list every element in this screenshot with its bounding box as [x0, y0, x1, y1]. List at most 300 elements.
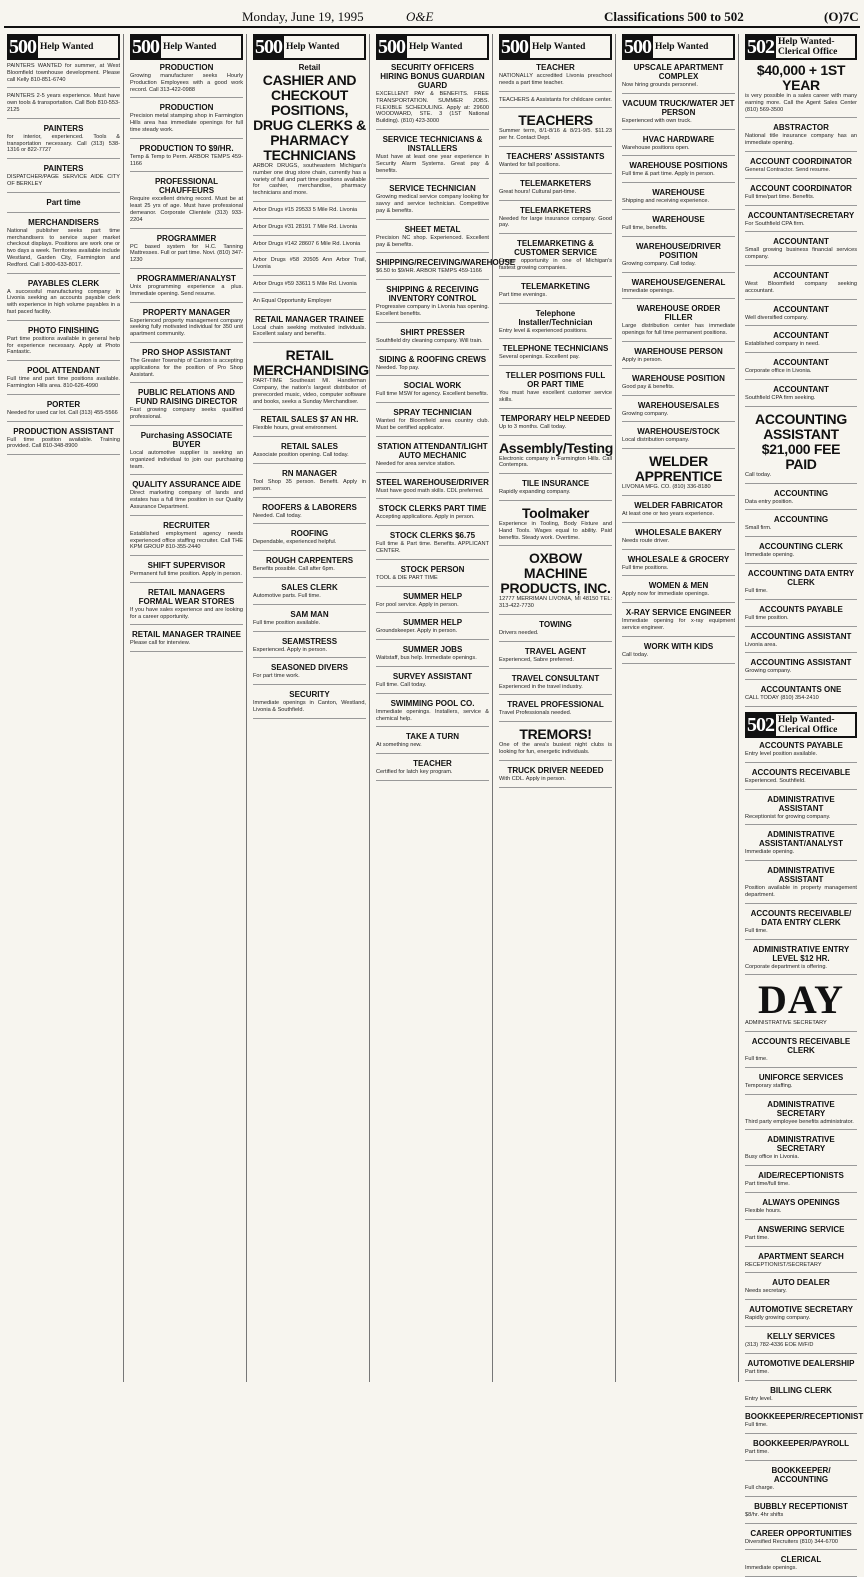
section-header	[7, 34, 120, 60]
classified-ad	[253, 637, 366, 659]
classified-ad	[745, 1466, 857, 1497]
classified-ad	[745, 412, 857, 484]
section-title: Help Wanted	[407, 34, 489, 60]
classified-ad	[499, 206, 612, 235]
ad-heading: TELLER POSITIONS FULL OR PART TIME	[505, 371, 606, 390]
ad-heading: PRODUCTION ASSISTANT	[13, 426, 114, 436]
ad-body: (313) 782-4336 EOE M/F/D	[745, 1342, 814, 1349]
ad-body: Accepting applications. Apply in person.	[376, 514, 475, 521]
ad-heading: ADMINISTRATIVE ENTRY LEVEL $12 HR.	[752, 944, 850, 963]
classified-ad	[745, 866, 857, 904]
classified-ad	[745, 977, 857, 1032]
ad-body: Immediate opening.	[745, 849, 795, 856]
ad-body: Needs secretary.	[745, 1288, 787, 1295]
ad-body: Experience in Tooling, Body Fixture and Hand Tools. Wages equal to ability. Paid benefits. Steady work. Overtime.	[499, 520, 612, 541]
ad-body: At least one or two years experience.	[622, 510, 715, 517]
classified-ad	[130, 63, 243, 98]
ad-heading: PAINTERS	[43, 123, 84, 133]
classified-ad	[253, 347, 369, 410]
ad-heading: WAREHOUSE/STOCK	[637, 427, 720, 437]
ad-body: You must have excellent customer service skills.	[499, 390, 612, 403]
ad-heading: PHOTO FINISHING	[28, 325, 99, 335]
ad-heading: ROOFERS & LABORERS	[262, 502, 357, 512]
classified-ad	[130, 234, 243, 269]
classified-ad	[130, 588, 243, 626]
ad-heading: WAREHOUSE POSITIONS	[629, 161, 728, 171]
classified-ad	[253, 415, 366, 437]
ad-heading: PRO SHOP ASSISTANT	[142, 347, 231, 357]
classified-ad	[130, 348, 243, 383]
ad-body: Travel Professionals needed.	[499, 710, 572, 717]
ad-body: Well diversified company.	[745, 314, 808, 321]
ad-body: Established company in need.	[745, 341, 820, 348]
ad-body: Precision NC shop. Experienced. Excellent pay & benefits.	[376, 234, 489, 248]
ad-heading: KELLY SERVICES	[767, 1332, 835, 1342]
classified-ad	[7, 198, 120, 213]
ad-display-heading: Toolmaker	[521, 504, 590, 521]
classified-ad	[745, 237, 857, 266]
ad-display-heading: ACCOUNTING ASSISTANT $21,000 FEE PAID	[755, 410, 847, 472]
classified-ad	[376, 328, 489, 350]
ad-heading: PAYABLES CLERK	[27, 278, 100, 288]
classified-ad	[745, 1439, 857, 1461]
classified-ad	[745, 632, 857, 654]
classified-ad	[745, 1502, 857, 1524]
ad-body: Full time positions.	[622, 564, 669, 571]
ad-heading: ROOFING	[290, 529, 329, 539]
ad-body: For pool service. Apply in person.	[376, 601, 459, 608]
classified-ad	[376, 258, 516, 280]
classified-ad	[622, 99, 735, 130]
ad-body: Experienced with own truck.	[622, 117, 692, 124]
ad-body: At something new.	[376, 742, 422, 749]
classified-ad	[745, 385, 857, 407]
ad-body: PAINTERS WANTED for summer, at West Bloomfield townhouse development. Please call Kelly 810-851-6740	[7, 63, 120, 83]
ad-body: Immediate openings.	[622, 287, 674, 294]
ad-heading: MERCHANDISERS	[28, 217, 99, 227]
ad-heading: TRUCK DRIVER NEEDED	[507, 765, 604, 775]
ad-heading: WAREHOUSE/GENERAL	[631, 277, 726, 287]
ad-heading: PUBLIC RELATIONS AND FUND RAISING DIRECTOR	[135, 388, 238, 407]
ad-body: $8/hr. 4hr shifts	[745, 1511, 784, 1518]
classified-ad	[499, 674, 612, 696]
classified-ad	[253, 442, 366, 464]
ad-heading: BILLING CLERK	[770, 1385, 832, 1395]
classified-ad	[253, 690, 366, 719]
ad-heading: WAREHOUSE PERSON	[634, 346, 723, 356]
ad-heading: TAKE A TURN	[405, 732, 460, 742]
classified-ad	[130, 431, 243, 475]
classified-ad	[499, 344, 612, 366]
ad-body: Arbor Drugs #142 28607 6 Mile Rd. Livonia	[253, 240, 361, 247]
ad-heading: SOCIAL WORK	[403, 381, 462, 391]
classified-ad	[745, 123, 857, 152]
ad-body: Small firm.	[745, 525, 772, 532]
ad-body: Please call for interview.	[130, 640, 191, 647]
ad-heading: ROUGH CARPENTERS	[265, 556, 354, 566]
section-header	[745, 712, 857, 738]
classified-ad	[745, 1555, 857, 1577]
classified-ad	[622, 304, 735, 342]
classified-ad	[745, 1135, 857, 1166]
ad-body: Entry level position available.	[745, 750, 818, 757]
classified-ad	[253, 63, 366, 202]
ad-heading: SHEET METAL	[404, 224, 461, 234]
ad-body: Needed. Top pay.	[376, 364, 420, 371]
classified-ad	[253, 241, 366, 253]
masthead-classifications: Classifications 500 to 502	[604, 9, 744, 24]
classified-ad	[7, 427, 120, 456]
ad-heading: WAREHOUSE	[652, 214, 705, 224]
classified-ad	[499, 700, 612, 722]
ad-heading: RN MANAGER	[281, 468, 338, 478]
ad-body: Rapidly growing company.	[745, 1315, 811, 1322]
classified-ad	[7, 326, 120, 361]
classified-ad	[376, 63, 489, 130]
ad-body: TOOL & DIE PART TIME	[376, 574, 438, 581]
ad-body: Up to 3 months. Call today.	[499, 423, 567, 430]
ad-heading: PROPERTY MANAGER	[142, 307, 231, 317]
classified-ad	[745, 1359, 857, 1381]
ad-body: General Contractor. Send resume.	[745, 166, 831, 173]
classified-ad	[745, 1252, 857, 1274]
classified-ad	[376, 531, 489, 560]
ad-body: Local distribution company.	[622, 437, 690, 444]
ad-heading: TELEMARKETERS	[519, 205, 592, 215]
classified-ad	[253, 281, 366, 293]
ad-heading: SWIMMING POOL CO.	[390, 698, 475, 708]
ad-body: Flexible hours.	[745, 1208, 782, 1215]
ad-body: Large distribution center has immediate openings for full time permanent positions.	[622, 323, 735, 337]
ad-body: Immediate openings.	[745, 1565, 797, 1572]
classified-ad	[622, 501, 735, 523]
ad-heading: STOCK PERSON	[400, 564, 465, 574]
ad-body: Direct marketing company of lands and estates has a full time position in our Quality Assurance Department.	[130, 490, 243, 510]
ad-heading: SIDING & ROOFING CREWS	[378, 354, 487, 364]
ad-heading: SHIPPING & RECEIVING INVENTORY CONTROL	[386, 285, 479, 304]
classified-ad	[745, 795, 857, 826]
ad-heading: ACCOUNTANT	[773, 304, 829, 314]
ad-heading: ACCOUNTANT	[773, 358, 829, 368]
ad-body: EXCELLENT PAY & BENEFITS. FREE TRANSPORTATION. SUMMER JOBS. FLEXIBLE SCHEDULING. Apply at: 29600 WOODWARD, STE. 3 (1ST National Building). (810) 423-3000	[376, 91, 489, 125]
classified-ad	[745, 184, 857, 206]
ad-body: Unix programming experience a plus. Immediate opening. Send resume.	[130, 283, 243, 297]
section-number: 500	[378, 36, 405, 58]
classified-ad	[499, 727, 612, 761]
classified-ad	[376, 699, 489, 728]
classified-ad	[253, 503, 366, 525]
classified-ad	[745, 515, 857, 537]
ad-heading: TEACHER	[536, 63, 575, 72]
section-title: Help Wanted	[530, 34, 612, 60]
classified-ad	[622, 63, 735, 94]
ad-body: Established employment agency needs experienced office staffing recruiter. Call THE KPM GROUP 810-355-2440	[130, 530, 243, 551]
ad-body: Growing company.	[745, 668, 792, 675]
ad-display-heading: CASHIER AND CHECKOUT POSITIONS, DRUG CLERKS & PHARMACY TECHNICIANS	[253, 72, 366, 163]
classified-ad	[745, 1412, 864, 1434]
ad-heading: AUTOMOTIVE SECRETARY	[749, 1305, 853, 1315]
classified-ad	[499, 309, 612, 340]
ad-body: Shipping and receiving experience.	[622, 198, 710, 205]
ad-body: For Southfield CPA firm.	[745, 220, 805, 227]
section-number: 500	[132, 36, 159, 58]
ad-body: Immediate opening.	[745, 552, 795, 559]
classified-ad	[130, 308, 243, 343]
classified-ad	[130, 274, 243, 303]
ad-body: Livonia area.	[745, 641, 778, 648]
classified-ad	[7, 164, 120, 193]
ad-heading: TELEMARKETING & CUSTOMER SERVICE	[514, 239, 597, 258]
classified-ad	[130, 630, 243, 652]
classified-ad	[745, 569, 857, 600]
ad-body: Experienced. Apply in person.	[253, 646, 328, 653]
ad-heading: HVAC HARDWARE	[642, 134, 715, 144]
classified-ad	[7, 124, 120, 159]
ad-heading: TELEPHONE TECHNICIANS	[502, 344, 609, 354]
ad-heading: ACCOUNTS RECEIVABLE	[751, 767, 851, 777]
ad-body: Full time.	[745, 1056, 768, 1063]
ad-body: Temp & Temp to Perm. ARBOR TEMPS 459-1166	[130, 153, 243, 167]
column-6	[619, 34, 739, 1382]
ad-body: Third party employee benefits administrator.	[745, 1118, 854, 1125]
ad-heading: SURVEY ASSISTANT	[392, 671, 473, 681]
ad-body: Full charge.	[745, 1485, 775, 1492]
ad-heading: ABSTRACTOR	[773, 123, 829, 133]
classified-ad	[499, 506, 612, 546]
ad-body: Needed. Call today.	[253, 512, 302, 519]
ad-body: Apply in person.	[622, 356, 663, 363]
ad-heading: RETAIL MANAGER TRAINEE	[131, 630, 242, 640]
ad-heading: WAREHOUSE/SALES	[637, 400, 720, 410]
ad-heading: ADMINISTRATIVE ASSISTANT	[767, 866, 835, 885]
ad-heading: RECRUITER	[163, 520, 210, 530]
ad-heading: WAREHOUSE POSITION	[632, 373, 725, 383]
section-number: 502	[747, 36, 774, 58]
ad-heading: SEAMSTRESS	[281, 636, 338, 646]
ad-body: Full time & part time. Apply in person.	[622, 171, 715, 178]
ad-body: Flexible hours, great environment.	[253, 425, 338, 432]
ad-body: An Equal Opportunity Employer	[253, 297, 332, 304]
classified-ad	[622, 278, 735, 300]
ad-body: Progressive company in Livonia has opening. Excellent benefits.	[376, 304, 489, 317]
ad-body: Wanted for fall positions.	[499, 161, 561, 168]
classified-ad	[745, 542, 857, 564]
ad-body: Must have at least one year experience in Security Alarm Systems. Great pay & benefits.	[376, 153, 489, 174]
ad-heading: SUMMER JOBS	[402, 645, 463, 655]
classified-ad	[622, 528, 735, 550]
ad-body: Growing medical service company looking for savvy and service technician. Competitive pay & benefits.	[376, 194, 489, 214]
classified-ad	[376, 355, 489, 377]
ad-heading: ACCOUNTING ASSISTANT	[750, 658, 852, 668]
section-number: 502	[747, 713, 774, 736]
ad-body: Groundskeeper. Apply in person.	[376, 628, 458, 635]
ad-body: A successful manufacturing company in Livonia seeking an accounts payable clerk with experience in high volume payables in a fast paced facility.	[7, 288, 120, 315]
ad-body: Busy office in Livonia.	[745, 1154, 800, 1161]
ad-body: Data entry position.	[745, 498, 794, 505]
classified-ad	[499, 414, 612, 436]
classified-ad	[7, 400, 120, 422]
classified-ad	[745, 1305, 857, 1327]
column-4	[373, 34, 516, 1382]
masthead	[4, 4, 860, 28]
ad-body: If you have sales experience and are looking for a career opportunity.	[130, 606, 243, 620]
classified-ad	[7, 93, 120, 118]
ad-heading: ACCOUNTANT	[773, 270, 829, 280]
ad-heading: ANSWERING SERVICE	[757, 1224, 845, 1234]
ad-heading: TEACHER	[413, 759, 452, 769]
ad-body: PC based system for H.C. Tanning Mattresses. Full or part time. Novi. (810) 347-1230	[130, 243, 243, 264]
classified-ad	[376, 645, 489, 667]
ad-heading: TELEMARKETERS	[519, 178, 592, 188]
classified-ad	[499, 113, 612, 147]
ad-body: Part time.	[745, 1368, 769, 1375]
column-7	[742, 34, 864, 1572]
section-number: 500	[255, 36, 282, 58]
ad-body: For part time work.	[253, 673, 300, 680]
ad-heading: CAREER OPPORTUNITIES	[750, 1528, 852, 1538]
section-header	[253, 34, 366, 60]
classified-ad	[499, 647, 612, 669]
masthead-page: (O)7C	[824, 9, 859, 24]
classified-ad	[130, 103, 243, 138]
ad-body: CALL TODAY (810) 354-2410	[745, 695, 819, 702]
ad-heading: TELEMARKETING	[521, 281, 590, 291]
ad-body: Growing company. Call today.	[622, 260, 696, 267]
classified-ad	[130, 144, 243, 173]
ad-heading: ADMINISTRATIVE ASSISTANT	[767, 794, 835, 813]
ad-heading: QUALITY ASSURANCE AIDE	[132, 480, 241, 490]
classified-ad	[745, 768, 857, 790]
ad-body: Southfield CPA firm seeking.	[745, 394, 816, 401]
ad-body: Needs route driver.	[622, 537, 670, 544]
column-2	[127, 34, 247, 1382]
ad-heading: WHOLESALE BAKERY	[635, 527, 722, 537]
ad-body: for interior, experienced. Tools & transportation necessary. Call (313) 538-1316 or 822-7727	[7, 133, 120, 154]
ad-heading: VACUUM TRUCK/WATER JET PERSON	[622, 98, 735, 117]
ad-heading: SUMMER HELP	[402, 618, 463, 628]
ad-heading: TEMPORARY HELP NEEDED	[500, 413, 611, 423]
ad-display-heading: $40,000 + 1ST YEAR	[756, 62, 846, 93]
ad-heading: STOCK CLERKS $6.75	[389, 531, 476, 541]
classified-ad	[253, 207, 366, 219]
ad-body: PART-TIME Southeast MI. Handleman Company, the nation's largest distributor of prerecorded music, video, computer software and books, seeks a Sunday Merchandiser.	[253, 378, 366, 405]
classified-ad	[622, 454, 735, 496]
ad-heading: WOMEN & MEN	[648, 581, 709, 591]
ad-display-heading: RETAIL MERCHANDISING	[253, 347, 369, 379]
column-3	[250, 34, 370, 1382]
classified-ad	[376, 225, 489, 254]
classified-ad	[622, 347, 735, 369]
ad-body: Arbor Drugs #31 28191 7 Mile Rd. Livonia	[253, 223, 358, 230]
classified-ad	[253, 315, 366, 344]
ad-heading: ALWAYS OPENINGS	[762, 1198, 840, 1208]
section-header	[130, 34, 243, 60]
ad-body: Local automotive supplier is seeking an organized individual to join our purchasing team.	[130, 449, 243, 470]
classified-ad	[130, 177, 243, 228]
classified-ad	[7, 218, 120, 274]
ad-display-heading: Assembly/Testing	[499, 439, 613, 456]
classified-ad	[622, 581, 735, 603]
ad-body: Full time.	[745, 1422, 768, 1429]
ad-body: Southfield dry cleaning company. Will train.	[376, 337, 483, 344]
classified-ad	[622, 608, 735, 637]
ad-heading: SECURITY	[289, 690, 330, 700]
ad-display-heading: TEACHERS	[518, 112, 593, 129]
ad-heading: ACCOUNTING	[773, 515, 829, 525]
ad-heading: RETAIL SALES $7 AN HR.	[260, 415, 359, 425]
classified-ad	[622, 242, 735, 273]
ad-heading: PRODUCTION	[159, 63, 214, 72]
ad-body: Full time, benefits.	[622, 224, 668, 231]
ad-heading: SERVICE TECHNICIAN	[389, 184, 476, 194]
ad-body: Part time.	[745, 1449, 769, 1456]
ad-body: Temporary staffing.	[745, 1082, 793, 1089]
classified-ad	[499, 63, 612, 92]
ad-body: Must have good math skills. CDL preferred.	[376, 487, 484, 494]
ad-heading: ADMINISTRATIVE SECRETARY	[767, 1099, 835, 1118]
ad-heading: ACCOUNTS RECEIVABLE CLERK	[751, 1037, 851, 1056]
ad-body: NATIONALLY accredited Livonia preschool needs a part time teacher.	[499, 73, 612, 86]
classified-ad	[499, 239, 612, 277]
masthead-date: Monday, June 19, 1995	[242, 9, 364, 24]
section-number: 500	[624, 36, 651, 58]
section-title: Help Wanted	[284, 34, 366, 60]
ad-heading: ACCOUNT COORDINATOR	[750, 183, 852, 193]
classified-ad	[253, 610, 366, 632]
ad-heading: TOWING	[539, 619, 572, 629]
classified-ad	[622, 401, 735, 423]
classified-ad	[745, 1529, 857, 1551]
classified-ad	[622, 135, 735, 157]
ad-heading: BOOKKEEPER/RECEPTIONIST	[745, 1412, 864, 1422]
classified-ad	[253, 663, 366, 685]
ad-body: Needed for area service station.	[376, 460, 456, 467]
ad-heading: AUTOMOTIVE DEALERSHIP	[747, 1358, 855, 1368]
classified-ad	[745, 1198, 857, 1220]
section-header	[745, 34, 857, 60]
classified-ad	[376, 381, 489, 403]
ad-body: ADMINISTRATIVE SECRETARY	[745, 1020, 827, 1027]
classified-ad	[376, 732, 489, 754]
ad-body: TEACHERS & Assistants for childcare center.	[499, 96, 612, 103]
ad-body: Corporate office in Livonia.	[745, 368, 812, 375]
ad-body: One of the area's busiest night clubs is looking for fun, energetic individuals.	[499, 742, 612, 755]
ad-body: Full time.	[745, 587, 768, 594]
ad-body: Wanted for Bloomfield area country club. Must be certified applicator.	[376, 418, 489, 431]
ad-body: Call today.	[745, 471, 772, 478]
ad-heading: Purchasing ASSOCIATE BUYER	[140, 430, 233, 449]
ad-heading: SERVICE TECHNICIANS & INSTALLERS	[382, 134, 483, 153]
classified-ad	[253, 469, 366, 498]
ad-body: Needed for large insurance company. Good pay.	[499, 215, 612, 229]
classified-ad	[745, 945, 857, 976]
classified-ad	[499, 179, 612, 201]
classified-ad	[253, 257, 366, 276]
classified-ad	[745, 1386, 857, 1408]
classified-ad	[253, 224, 366, 236]
ad-heading: RETAIL SALES	[280, 442, 339, 452]
classified-ad	[745, 830, 857, 861]
ad-body: Now hiring grounds personnel.	[622, 82, 698, 88]
ad-heading: Part time	[46, 197, 81, 207]
ad-body: is very possible in a sales career with many earning more. Call the Agent Sales Center (810) 569-3500	[745, 93, 857, 113]
classified-ad	[376, 618, 489, 640]
ad-heading: ACCOUNTING ASSISTANT	[750, 631, 852, 641]
ad-body: Associate position opening. Call today.	[253, 452, 349, 459]
classified-ad	[376, 478, 489, 500]
classified-ad	[745, 358, 857, 380]
ad-heading: TEACHERS' ASSISTANTS	[506, 151, 605, 161]
